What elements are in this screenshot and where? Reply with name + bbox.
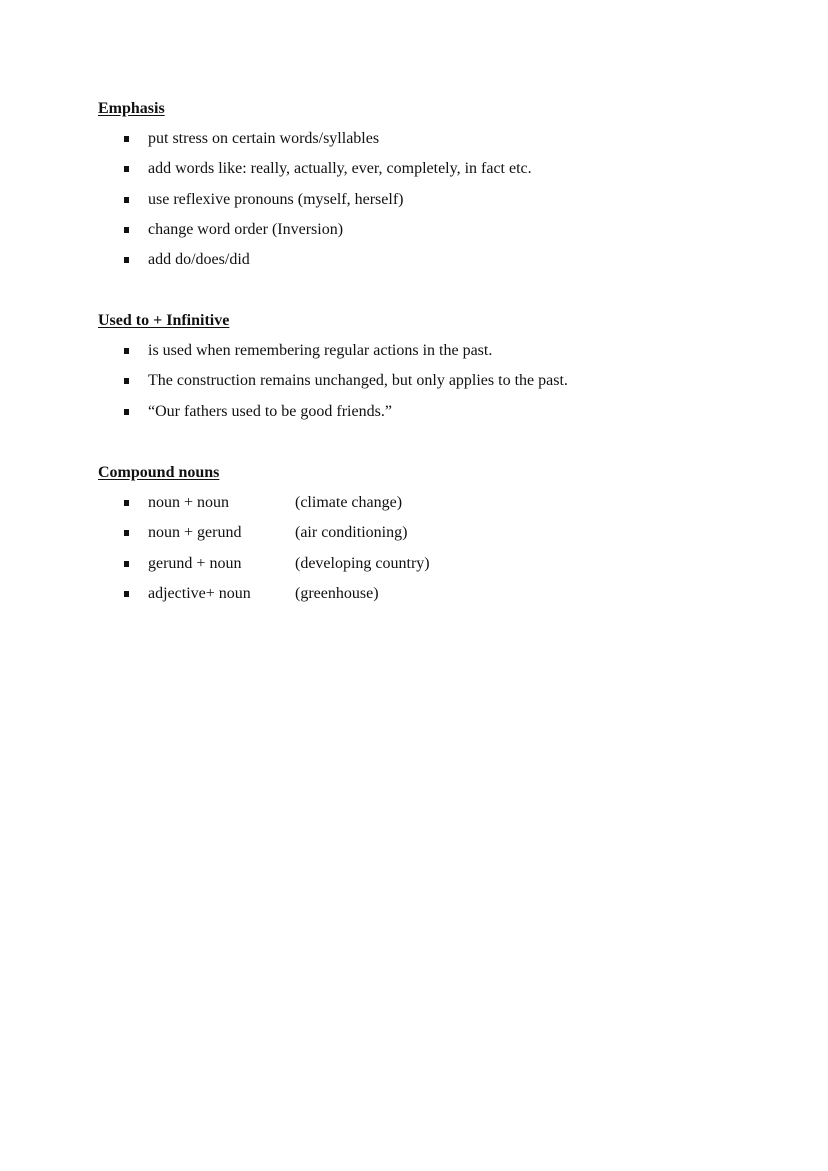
list-item <box>98 220 758 250</box>
square-bullet-icon <box>124 136 129 142</box>
list-item-text: change word order (Inversion) <box>148 220 344 238</box>
list-item <box>98 190 758 220</box>
square-bullet-icon <box>124 257 129 263</box>
square-bullet-icon <box>124 530 129 536</box>
square-bullet-icon <box>124 348 129 354</box>
square-bullet-icon <box>124 591 129 597</box>
section-heading-emphasis: Emphasis <box>98 100 165 117</box>
compound-term: gerund + noun <box>148 554 242 572</box>
list-item-text: The construction remains unchanged, but only applies to the past. <box>148 372 568 390</box>
list-item <box>98 493 758 523</box>
compound-term: adjective+ noun <box>148 584 251 602</box>
emphasis-list <box>98 129 758 280</box>
square-bullet-icon <box>124 378 129 384</box>
list-item <box>98 159 758 189</box>
section-heading-used-to: Used to + Infinitive <box>98 312 230 329</box>
square-bullet-icon <box>124 500 129 506</box>
list-item <box>98 402 758 432</box>
compound-nouns-list <box>98 493 758 614</box>
square-bullet-icon <box>124 227 129 233</box>
section-heading-compound-nouns: Compound nouns <box>98 464 220 481</box>
section-emphasis <box>98 99 758 280</box>
compound-example: (greenhouse) <box>295 584 379 602</box>
list-item-text: “Our fathers used to be good friends.” <box>148 402 392 420</box>
list-item <box>98 341 758 371</box>
list-item-text: put stress on certain words/syllables <box>148 130 380 147</box>
list-item <box>98 371 758 401</box>
compound-example: (developing country) <box>295 554 430 572</box>
section-used-to-infinitive <box>98 311 758 432</box>
list-item-text: add do/does/did <box>148 251 250 269</box>
list-item <box>98 554 758 584</box>
used-to-list <box>98 341 758 432</box>
list-item <box>98 584 758 614</box>
section-compound-nouns <box>98 463 758 614</box>
square-bullet-icon <box>124 409 129 415</box>
compound-term: noun + gerund <box>148 524 242 542</box>
list-item-text: add words like: really, actually, ever, completely, in fact etc. <box>148 160 532 178</box>
list-item-text: use reflexive pronouns (myself, herself) <box>148 190 404 208</box>
compound-term: noun + noun <box>148 494 230 511</box>
square-bullet-icon <box>124 197 129 203</box>
list-item <box>98 523 758 553</box>
square-bullet-icon <box>124 561 129 567</box>
square-bullet-icon <box>124 166 129 172</box>
list-item <box>98 129 758 159</box>
compound-example: (climate change) <box>295 494 403 511</box>
compound-example: (air conditioning) <box>295 524 408 542</box>
list-item <box>98 250 758 280</box>
list-item-text: is used when remembering regular actions in the past. <box>148 342 493 359</box>
